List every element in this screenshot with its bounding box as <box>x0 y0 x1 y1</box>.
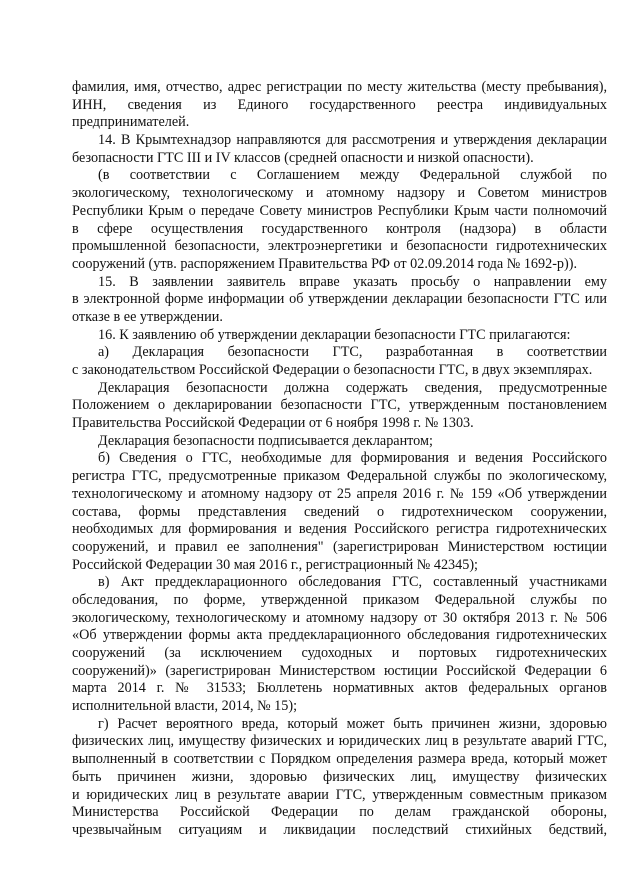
text-line: марта 2014 г. № 31533; Бюллетень нормативных актов федеральных органов <box>72 680 607 697</box>
text-line: сооружений, и правил ее заполнения" (зарегистрирован Министерством юстиции <box>72 538 607 555</box>
text-line: (в соответствии с Соглашением между Федеральной службой по <box>98 167 607 184</box>
text-line: Декларация безопасности подписывается декларантом; <box>98 432 433 449</box>
text-line: выполненный в соответствии с Порядком определения размера вреда, который может <box>72 751 607 768</box>
text-line: безопасности ГТС III и IV классов (средней опасности и низкой опасности). <box>72 149 534 166</box>
text-line: фамилия, имя, отчество, адрес регистрации по месту жительства (месту пребывания), <box>72 79 607 95</box>
text-line: отказе в ее утверждении. <box>72 308 223 325</box>
text-line: предпринимателей. <box>72 114 190 131</box>
text-line: регистра ГТС, предусмотренные приказом Федеральной службы по экологическому, <box>72 468 607 485</box>
text-line: 14. В Крымтехнадзор направляются для рассмотрения и утверждения декларации <box>98 132 607 149</box>
text-line: экологическому, технологическому и атомному надзору от 30 октября 2013 г. № 506 <box>72 609 607 626</box>
text-line: технологическому и атомному надзору от 25 апреля 2016 г. № 159 «Об утверждении <box>72 485 607 502</box>
text-line: Российской Федерации 30 мая 2016 г., регистрационный № 42345); <box>72 556 478 573</box>
text-line: состава, формы представления сведений о гидротехническом сооружении, <box>72 503 607 520</box>
text-line: и юридических лиц в результате аварии ГТС, утвержденным совместным приказом <box>72 786 607 803</box>
text-line: сооружений)» (зарегистрирован Министерством юстиции Российской Федерации 6 <box>72 662 607 679</box>
text-line: экологическому, технологическому и атомному надзору и Советом министров <box>72 185 607 202</box>
text-line: быть причинен жизни, здоровью физических лиц, имуществу физических <box>72 768 607 785</box>
text-line: сооружений (за исключением судоходных и портовых гидротехнических <box>72 645 607 661</box>
text-line: Республики Крым о передаче Совету министров Республики Крым части полномочий <box>72 202 607 219</box>
text-line: физических лиц, имуществу физических и юридических лиц в результате аварий ГТС, <box>72 733 607 750</box>
text-line: а) Декларация безопасности ГТС, разработанная в соответствии <box>98 344 607 361</box>
text-line: г) Расчет вероятного вреда, который может быть причинен жизни, здоровью <box>98 715 607 732</box>
text-line: б) Сведения о ГТС, необходимые для формирования и ведения Российского <box>98 450 607 467</box>
text-line: 15. В заявлении заявитель вправе указать просьбу о направлении ему <box>98 273 607 290</box>
text-line: Положением о декларировании безопасности ГТС, утвержденным постановлением <box>72 397 607 414</box>
text-line: сооружений (утв. распоряжением Правительства РФ от 02.09.2014 года № 1692-р)). <box>72 255 578 272</box>
document-body <box>72 79 607 840</box>
text-line: исполнительной власти, 2014, № 15); <box>72 698 298 715</box>
text-line: в) Акт преддекларационного обследования ГТС, составленный участниками <box>98 574 607 591</box>
text-line: Декларация безопасности должна содержать сведения, предусмотренные <box>98 379 607 396</box>
text-line: необходимых для формирования и ведения Российского регистра гидротехнических <box>72 521 607 538</box>
text-line: Министерства Российской Федерации по делам гражданской обороны, <box>72 804 607 821</box>
text-line: обследования, по форме, утвержденной приказом Федеральной службы по <box>72 591 607 608</box>
text-line: Правительства Российской Федерации от 6 ноября 1998 г. № 1303. <box>72 415 474 432</box>
text-line: с законодательством Российской Федерации о безопасности ГТС, в двух экземплярах. <box>72 362 593 378</box>
text-line: в сфере осуществления государственного контроля (надзора) в области <box>72 220 607 237</box>
text-line: в электронной форме информации об утверждении декларации безопасности ГТС или <box>72 291 607 308</box>
text-line: промышленной безопасности, электроэнергетики и безопасности гидротехнических <box>72 238 607 255</box>
text-line: «Об утверждении формы акта преддекларационного обследования гидротехнических <box>72 627 607 644</box>
text-line: чрезвычайным ситуациям и ликвидации последствий стихийных бедствий, <box>72 821 607 838</box>
text-line: 16. К заявлению об утверждении декларации безопасности ГТС прилагаются: <box>98 326 571 343</box>
text-line: ИНН, сведения из Единого государственного реестра индивидуальных <box>72 96 607 113</box>
